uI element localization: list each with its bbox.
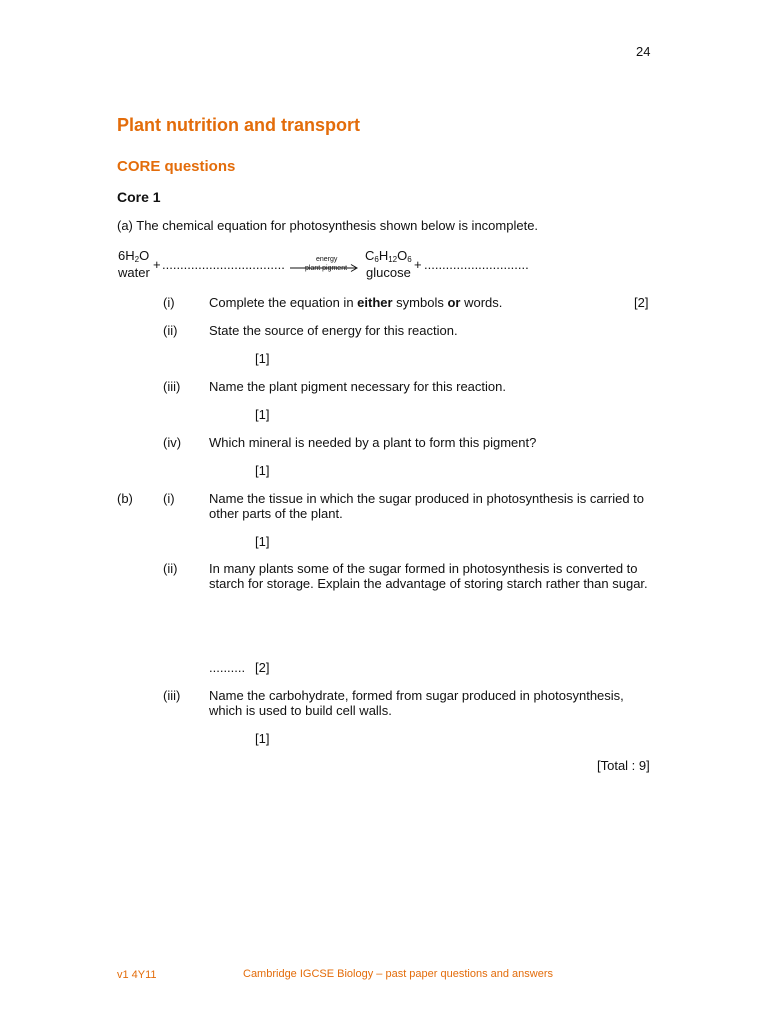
page-title: Plant nutrition and transport bbox=[117, 115, 360, 135]
mark-allocation: [1] bbox=[255, 407, 270, 422]
page-number: 24 bbox=[636, 44, 651, 59]
question-text-line1: Name the carbohydrate, formed from sugar produced in photosynthesis, bbox=[209, 688, 624, 703]
glucose-word: glucose bbox=[366, 265, 411, 280]
question-text-line1: Name the tissue in which the sugar produced in photosynthesis is carried to bbox=[209, 491, 645, 506]
mark-allocation: [1] bbox=[255, 534, 270, 549]
glucose-formula: $C_6H_{12}O_6$ bbox=[365, 248, 412, 264]
answer-blank-2[interactable]: ............................. bbox=[424, 257, 529, 272]
section-heading: CORE questions bbox=[117, 158, 236, 175]
footer-title: Cambridge IGCSE Biology – past paper questions and answers bbox=[243, 968, 554, 980]
question-text: Name the plant pigment necessary for this reaction. bbox=[209, 379, 506, 394]
arrow-label-pigment: plant pigment bbox=[305, 265, 348, 272]
answer-dots[interactable]: .......... bbox=[209, 660, 246, 675]
question-text: Which mineral is needed by a plant to form this pigment? bbox=[209, 435, 537, 450]
plus-sign-1: + bbox=[153, 257, 161, 272]
question-text: Complete the equation in either symbols or words. bbox=[209, 295, 503, 310]
item-number: (i) bbox=[163, 491, 175, 506]
mark-allocation: [1] bbox=[255, 731, 270, 746]
item-number: (ii) bbox=[163, 561, 178, 576]
question-text-line2: which is used to build cell walls. bbox=[209, 703, 392, 718]
question-heading: Core 1 bbox=[117, 189, 161, 205]
answer-blank-1[interactable]: .................................. bbox=[162, 257, 285, 272]
item-number: (ii) bbox=[163, 323, 178, 338]
mark-allocation: [1] bbox=[255, 351, 270, 366]
item-number: (iii) bbox=[163, 379, 181, 394]
arrow-label-energy: energy bbox=[316, 256, 338, 263]
water-formula: $6H_2O$ bbox=[118, 248, 150, 264]
item-number: (i) bbox=[163, 295, 175, 310]
item-number: (iii) bbox=[163, 688, 181, 703]
water-word: water bbox=[118, 265, 150, 280]
question-text-line2: starch for storage. Explain the advantage of storing starch rather than sugar. bbox=[209, 576, 648, 591]
mark-allocation: [2] bbox=[255, 660, 270, 675]
total-marks: [Total : 9] bbox=[597, 758, 650, 773]
question-text-line2: other parts of the plant. bbox=[209, 506, 343, 521]
question-text: State the source of energy for this reaction. bbox=[209, 323, 458, 338]
plus-sign-2: + bbox=[414, 257, 422, 272]
question-intro: (a) The chemical equation for photosynthesis shown below is incomplete. bbox=[117, 218, 539, 233]
part-label: (b) bbox=[117, 491, 133, 506]
question-text-line1: In many plants some of the sugar formed in photosynthesis is converted to bbox=[209, 561, 638, 576]
mark-allocation: [2] bbox=[634, 295, 649, 310]
item-number: (iv) bbox=[163, 435, 182, 450]
mark-allocation: [1] bbox=[255, 463, 270, 478]
footer-version: v1 4Y11 bbox=[117, 969, 157, 981]
